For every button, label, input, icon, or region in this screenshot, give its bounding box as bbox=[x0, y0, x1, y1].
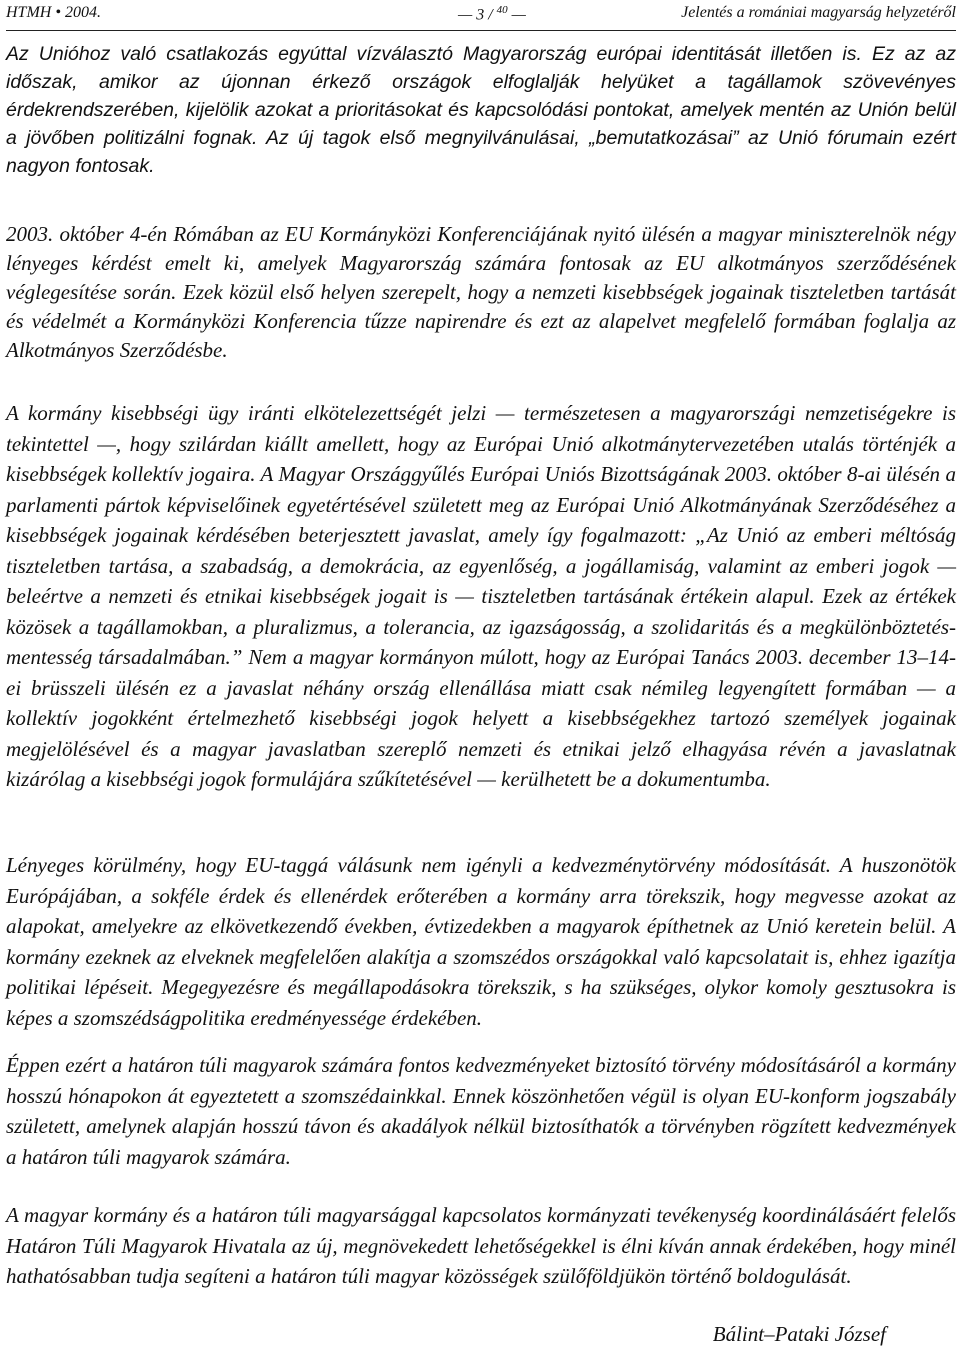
paragraph-4: Lényeges körülmény, hogy EU-taggá válásunk nem igényli a kedvezménytörvény módosítását. A huszonötök Európájában, a sokféle érdek és ellenérdek erőterében a kormány arra törekszik, hogy megvesse azokat az alapokat, amelyekre az elkövetkezendő években, évtizedekben a magyarok építhetnek az Unió keretein belül. A kormány ezeknek az elveknek megfelelően alakítja a szomszédos országokkal való kapcsolatait is, ehhez igazítja politikai lépéseit. Megegyezésre és megállapodásokra törekszik, s ha szükséges, olykor komoly gesztusokra is képes a szomszédságpolitika eredményessége érdekében. bbox=[6, 853, 956, 1030]
header-right: Jelentés a romániai magyarság helyzetéről bbox=[681, 4, 956, 21]
paragraph-5: Éppen ezért a határon túli magyarok számára fontos kedvezményeket biztosító törvény módosításáról a kormány hosszú hónapokon át egyeztetett a szomszédainkkal. Ennek köszönhetően végül is olyan EU-konform jogszabály született, amelynek alapján hosszú távon és akadályok nélkül biztosíthatók a törvényben rögzített kedvezmények a határon túli magyarok számára. bbox=[6, 1053, 956, 1169]
paragraph-6: A magyar kormány és a határon túli magyarsággal kapcsolatos kormányzati tevékenység koordinálásáért felelős Határon Túli Magyarok Hivatala az új, megnövekedett lehetőségekkel is élni kíván annak érdekében, hogy minél hathatósabban tudja segíteni a határon túli magyar közösségek szülőföldjükön történő boldogulását. bbox=[6, 1203, 956, 1288]
page-number bbox=[458, 4, 526, 24]
page-number-prefix: — 3 / bbox=[458, 6, 497, 24]
document-page bbox=[6, 0, 956, 1355]
page-number-suffix: — bbox=[507, 6, 526, 24]
paragraph-1: Az Unióhoz való csatlakozás egyúttal vízválasztó Magyarország európai identitását illetően is. Ez az az időszak, amikor az újonnan érkező országok elfoglalják helyüket a tagállamok szövevényes érdekrendszerében, kijelölik azokat a prioritásokat és kapcsolódási pontokat, amelyek mentén az Unión belül a jövőben politizálni fognak. Az új tagok első megnyilvánulásai, „bemutatkozásai” az Unió fórumain ezért nagyon fontosak. bbox=[6, 43, 956, 177]
running-header bbox=[6, 4, 956, 28]
page-total: 40 bbox=[496, 4, 508, 16]
paragraph-3: A kormány kisebbségi ügy iránti elkötelezettségét jelzi — természetesen a magyarországi nemzetiségekre is tekintettel —, hogy szilárdan kiállt amellett, hogy az Európai Unió alkotmánytervezetében utalás történjék a kisebbségek kollektív jogaira. A Magyar Országgyűlés Európai Uniós Bizottságának 2003. október 8-ai ülésén a parlamenti pártok képviselőinek egyetértésével született meg az Európai Unió Alkotmányának Szerződéséhez a kisebbségek jogainak kérdésében beterjesztett javaslat, amely így fogalmazott: „Az Unió az emberi méltóság tiszteletben tartása, a szabadság, a demokrácia, az egyenlőség, a jogállamiság, valamint az emberi jogok — beleértve a nemzeti és etnikai kisebbségek jogait is — tiszteletben tartásának értékein alapul. Ezek az értékek közösek a tagállamokban, a pluralizmus, a tolerancia, az igazságosság, a szolidaritás és a megkülönböztetés-mentesség társadalmában.” Nem a magyar kormányon múlott, hogy az Európai Tanács 2003. december 13–14-ei brüsszeli ülésén ez a javaslat néhány ország ellenállása miatt csak némileg legyengített formában — a kollektív jogokként értelmezhető kisebbségi jogok helyett a kisebbségekhez tartozó személyek jogainak megjelölésével és a magyar javaslatban szereplő nemzeti és etnikai jelző elhagyása révén a javaslatnak kizárólag a kisebbségi jogok formulájára szűkítetésével — kerülhetett be a dokumentumba. bbox=[6, 401, 956, 791]
header-rule bbox=[6, 30, 956, 31]
author-signature: Bálint–Pataki József bbox=[712, 1322, 886, 1346]
paragraph-2: 2003. október 4-én Rómában az EU Kormányközi Konferenciájának nyitó ülésén a magyar miniszterelnök négy lényeges kérdést emelt ki, amelyek Magyarország számára fontosak az EU alkotmányos szerződésének véglegesítése során. Ezek közül első helyen szerepelt, hogy a nemzeti kisebbségek jogainak tiszteletben tartását és védelmét a Kormányközi Konferencia tűzze napirendre és ezt az alapelvet megfelelő formában foglalja az Alkotmányos Szerződésbe. bbox=[6, 222, 956, 362]
header-left: HTMH • 2004. bbox=[6, 4, 101, 21]
